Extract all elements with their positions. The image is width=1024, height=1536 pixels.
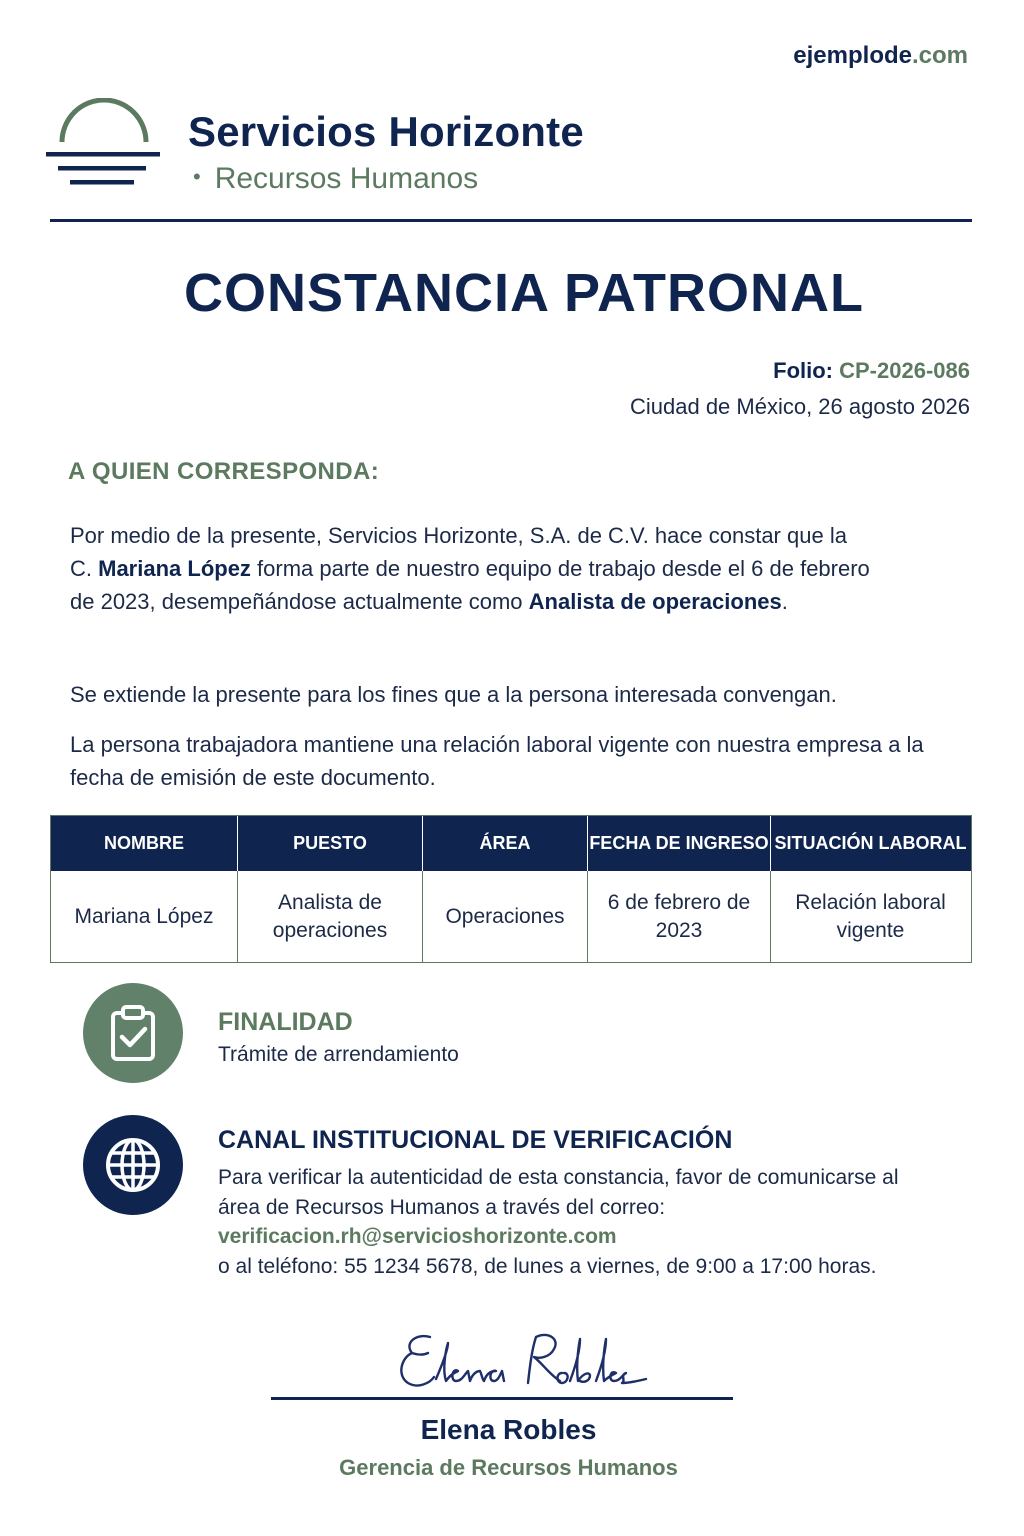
body-paragraph-3: La persona trabajadora mantiene una relación laboral vigente con nuestra empresa a la fecha de emisión de este documento. <box>70 732 924 790</box>
horizon-logo-icon <box>44 98 164 190</box>
table-header <box>51 816 971 871</box>
table-cell: Mariana López <box>51 871 238 962</box>
folio: Folio: CP-2026-086 <box>773 358 970 383</box>
signature-line <box>271 1397 733 1400</box>
handwritten-signature <box>390 1325 650 1395</box>
clipboard-check-icon <box>105 1003 161 1063</box>
signer-role: Gerencia de Recursos Humanos <box>339 1455 678 1480</box>
table-cell: Analista de operaciones <box>238 871 423 962</box>
purpose-heading: FINALIDAD <box>218 1008 353 1036</box>
signer-name: Elena Robles <box>420 1414 597 1445</box>
header-cell: FECHA DE INGRESO <box>588 816 771 871</box>
purpose-text: Trámite de arrendamiento <box>218 1043 459 1066</box>
header-cell: ÁREA <box>423 816 588 871</box>
header-divider <box>50 219 972 222</box>
place-date: Ciudad de México, 26 agosto 2026 <box>629 394 970 419</box>
table-row <box>51 871 971 962</box>
verification-icon-badge <box>83 1115 183 1215</box>
document-title: CONSTANCIA PATRONAL <box>184 263 864 323</box>
globe-icon <box>102 1134 164 1196</box>
department-name: • Recursos Humanos <box>193 162 479 195</box>
purpose-icon-badge <box>83 983 183 1083</box>
greeting: A QUIEN CORRESPONDA: <box>68 458 380 485</box>
verification-text: Para verificar la autenticidad de esta constancia, favor de comunicarse al área de Recursos Humanos a través del correo: verificacion.rh@servicioshorizonte.com o al teléfono: 55 1234 5678, de lunes a viernes, de 9:00 a 17:00 horas. <box>218 1163 938 1281</box>
header-cell: NOMBRE <box>51 816 238 871</box>
employee-table <box>50 815 972 963</box>
company-name: Servicios Horizonte <box>188 108 584 155</box>
body-paragraph-1: Por medio de la presente, Servicios Horizonte, S.A. de C.V. hace constar que la C. Mariana López forma parte de nuestro equipo de trabajo desde el 6 de febrero de 2023, desempeñándose actualmente como Analista de operaciones. <box>70 523 870 614</box>
verification-email-link[interactable]: verificacion.rh@servicioshorizonte.com <box>218 1225 617 1248</box>
body-paragraph-2: Se extiende la presente para los fines que a la persona interesada convengan. <box>70 682 837 707</box>
table-cell: Operaciones <box>423 871 588 962</box>
table-cell: 6 de febrero de 2023 <box>588 871 771 962</box>
site-watermark: ejemplode.com <box>793 42 968 69</box>
verification-heading: CANAL INSTITUCIONAL DE VERIFICACIÓN <box>218 1126 733 1154</box>
header-cell: SITUACIÓN LABORAL <box>774 833 967 853</box>
table-cell: Relación laboral vigente <box>795 890 946 942</box>
header-cell: PUESTO <box>238 816 423 871</box>
